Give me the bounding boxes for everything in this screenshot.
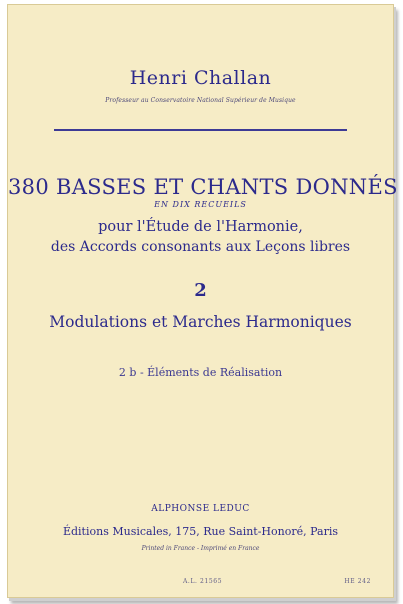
book-title: 380 BASSES ET CHANTS DONNÉS (8, 175, 398, 199)
publisher-address: Éditions Musicales, 175, Rue Saint-Honoré, Paris (62, 525, 339, 538)
catalog-code: HE 242 (344, 578, 371, 585)
purpose-line-2: des Accords consonants aux Leçons libres (50, 239, 351, 255)
title-note: EN DIX RECUEILS (154, 200, 247, 209)
printed-in-note: Printed in France - Imprimé en France (141, 545, 260, 552)
author-subtitle: Professeur au Conservatoire National Supérieur de Musique (105, 97, 296, 104)
score-cover (7, 4, 398, 598)
purpose-line-1: pour l'Étude de l'Harmonie, (98, 219, 303, 235)
volume-number: 2 (194, 280, 207, 301)
part-title: 2 b - Éléments de Réalisation (118, 366, 283, 379)
series-title: Modulations et Marches Harmoniques (49, 313, 352, 331)
author-name: Henri Challan (129, 67, 272, 89)
publisher-name: ALPHONSE LEDUC (151, 504, 250, 514)
catalog-ref: A.L. 21565 (183, 578, 223, 585)
divider-rule (54, 129, 347, 131)
